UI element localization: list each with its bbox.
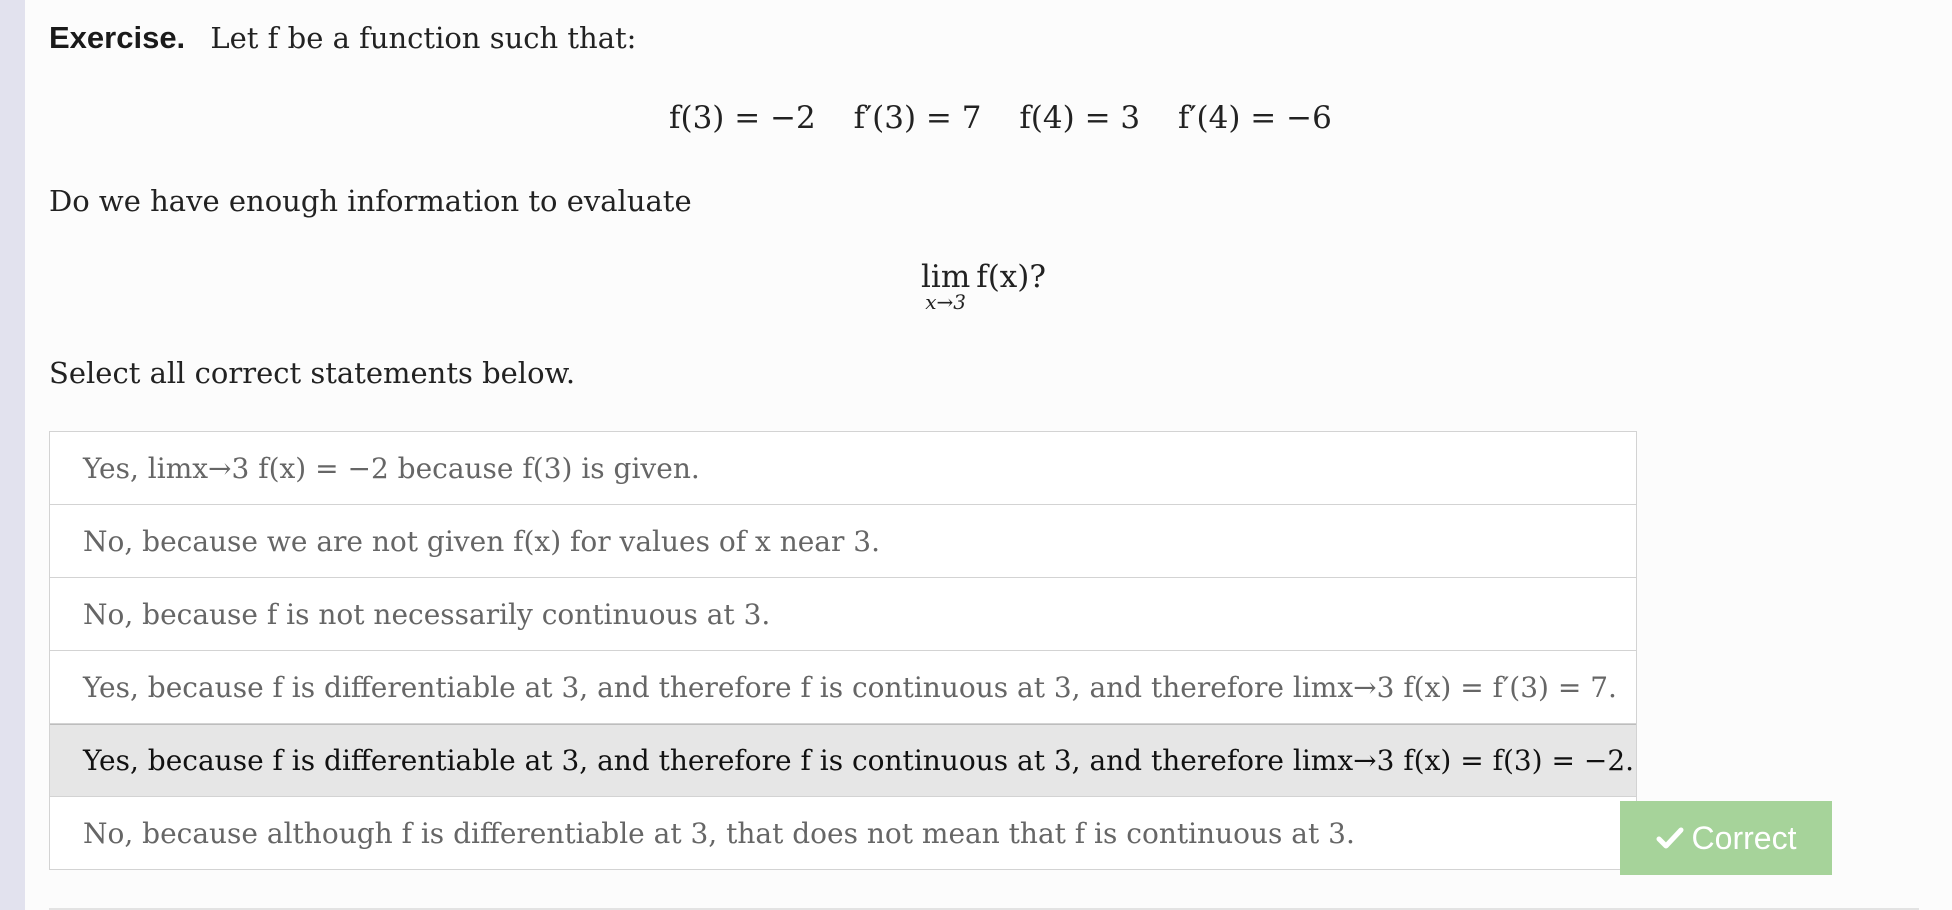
answer-option[interactable]: Yes, limx→3 f(x) = −2 because f(3) is given. xyxy=(50,432,1636,505)
answer-option[interactable]: No, because f is not necessarily continuous at 3. xyxy=(50,578,1636,651)
exercise-intro-text: Let f be a function such that: xyxy=(210,21,637,55)
answer-option[interactable]: Yes, because f is differentiable at 3, and therefore f is continuous at 3, and therefore limx→3 f(x) = f′(3) = 7. xyxy=(50,651,1636,724)
lim-word: lim xyxy=(921,259,971,295)
limit-expression xyxy=(921,259,1046,314)
lim-operator xyxy=(921,259,971,314)
lim-function: f(x)? xyxy=(976,259,1046,295)
given-values xyxy=(669,100,1360,136)
left-rail xyxy=(0,0,25,910)
given-value: f′(4) = −6 xyxy=(1177,100,1332,136)
instruction-text: Select all correct statements below. xyxy=(49,356,576,390)
given-value: f′(3) = 7 xyxy=(853,100,982,136)
answer-option-selected[interactable]: Yes, because f is differentiable at 3, and therefore f is continuous at 3, and therefore limx→3 f(x) = f(3) = −2. xyxy=(50,724,1636,797)
given-value: f(4) = 3 xyxy=(1019,100,1141,136)
exercise-intro xyxy=(49,20,636,56)
correct-button-label: Correct xyxy=(1691,819,1797,856)
check-icon xyxy=(1656,826,1684,850)
correct-button[interactable] xyxy=(1620,801,1832,875)
given-value: f(3) = −2 xyxy=(669,100,816,136)
answer-option[interactable]: No, because although f is differentiable at 3, that does not mean that f is continuous at 3. xyxy=(50,797,1636,870)
exercise-heading: Exercise. xyxy=(49,20,186,55)
lim-subscript: x→3 xyxy=(925,290,966,314)
answer-option[interactable]: No, because we are not given f(x) for values of x near 3. xyxy=(50,505,1636,578)
question-text: Do we have enough information to evaluate xyxy=(49,184,692,218)
answer-options xyxy=(49,431,1637,870)
